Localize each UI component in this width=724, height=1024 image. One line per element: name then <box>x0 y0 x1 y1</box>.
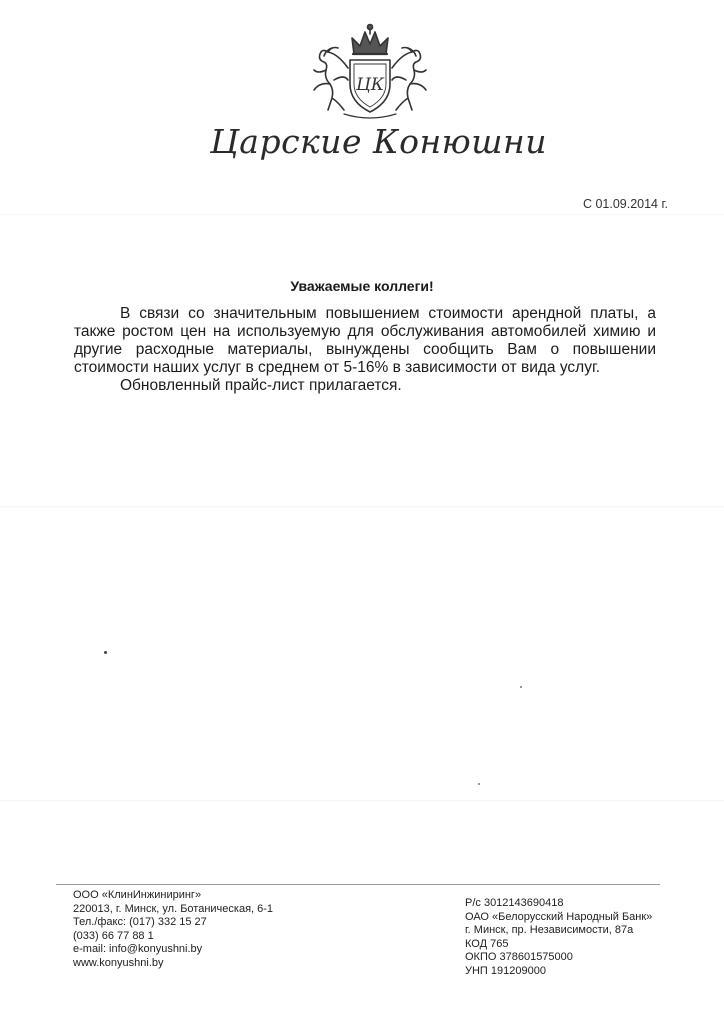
footer-bank: ОАО «Белорусский Народный Банк» <box>465 910 653 923</box>
paper-fold-line <box>0 800 724 802</box>
footer-website: www.konyushni.by <box>73 956 164 969</box>
letter-greeting: Уважаемые коллеги! <box>290 278 434 294</box>
footer-mobile: (033) 66 77 88 1 <box>73 929 154 942</box>
footer-contacts <box>73 889 333 970</box>
footer-bank-details <box>465 897 695 978</box>
letter-date: С 01.09.2014 г. <box>582 197 668 211</box>
footer-bank-code: КОД 765 <box>465 937 509 950</box>
footer-email: e-mail: info@konyushni.by <box>73 943 203 955</box>
letter-paragraph: В связи со значительным повышением стоимости арендной платы, а также ростом цен на используемую для обслуживания автомобилей химию и другие расходные материалы, вынуждены сообщить Вам о повышении стоимости наших услуг в среднем от 5-16% в зависимости от вида услуг. <box>74 305 656 376</box>
footer-okpo: ОКПО 378601575000 <box>465 951 573 963</box>
footer-company: ООО «КлинИнжиниринг» <box>73 889 202 901</box>
paper-fold-line <box>0 506 724 508</box>
crown-horses-emblem-icon <box>304 18 436 122</box>
paper-speck <box>104 651 107 654</box>
paper-speck <box>520 686 522 688</box>
company-logo <box>210 18 547 163</box>
footer-divider <box>56 884 660 885</box>
paper-speck <box>478 783 480 785</box>
letter-body <box>74 305 656 395</box>
footer-unp: УНП 191209000 <box>465 964 546 977</box>
footer-address: 220013, г. Минск, ул. Ботаническая, 6-1 <box>73 902 274 915</box>
letter-paragraph: Обновленный прайс-лист прилагается. <box>120 377 402 394</box>
footer-account: Р/с 3012143690418 <box>465 897 564 909</box>
company-name: Царские Конюшни <box>210 122 547 161</box>
footer-phone-fax: Тел./факс: (017) 332 15 27 <box>73 916 207 928</box>
paper-fold-line <box>0 214 724 216</box>
footer-bank-address: г. Минск, пр. Независимости, 87а <box>465 924 634 936</box>
emblem-monogram: ЦК <box>356 75 384 95</box>
